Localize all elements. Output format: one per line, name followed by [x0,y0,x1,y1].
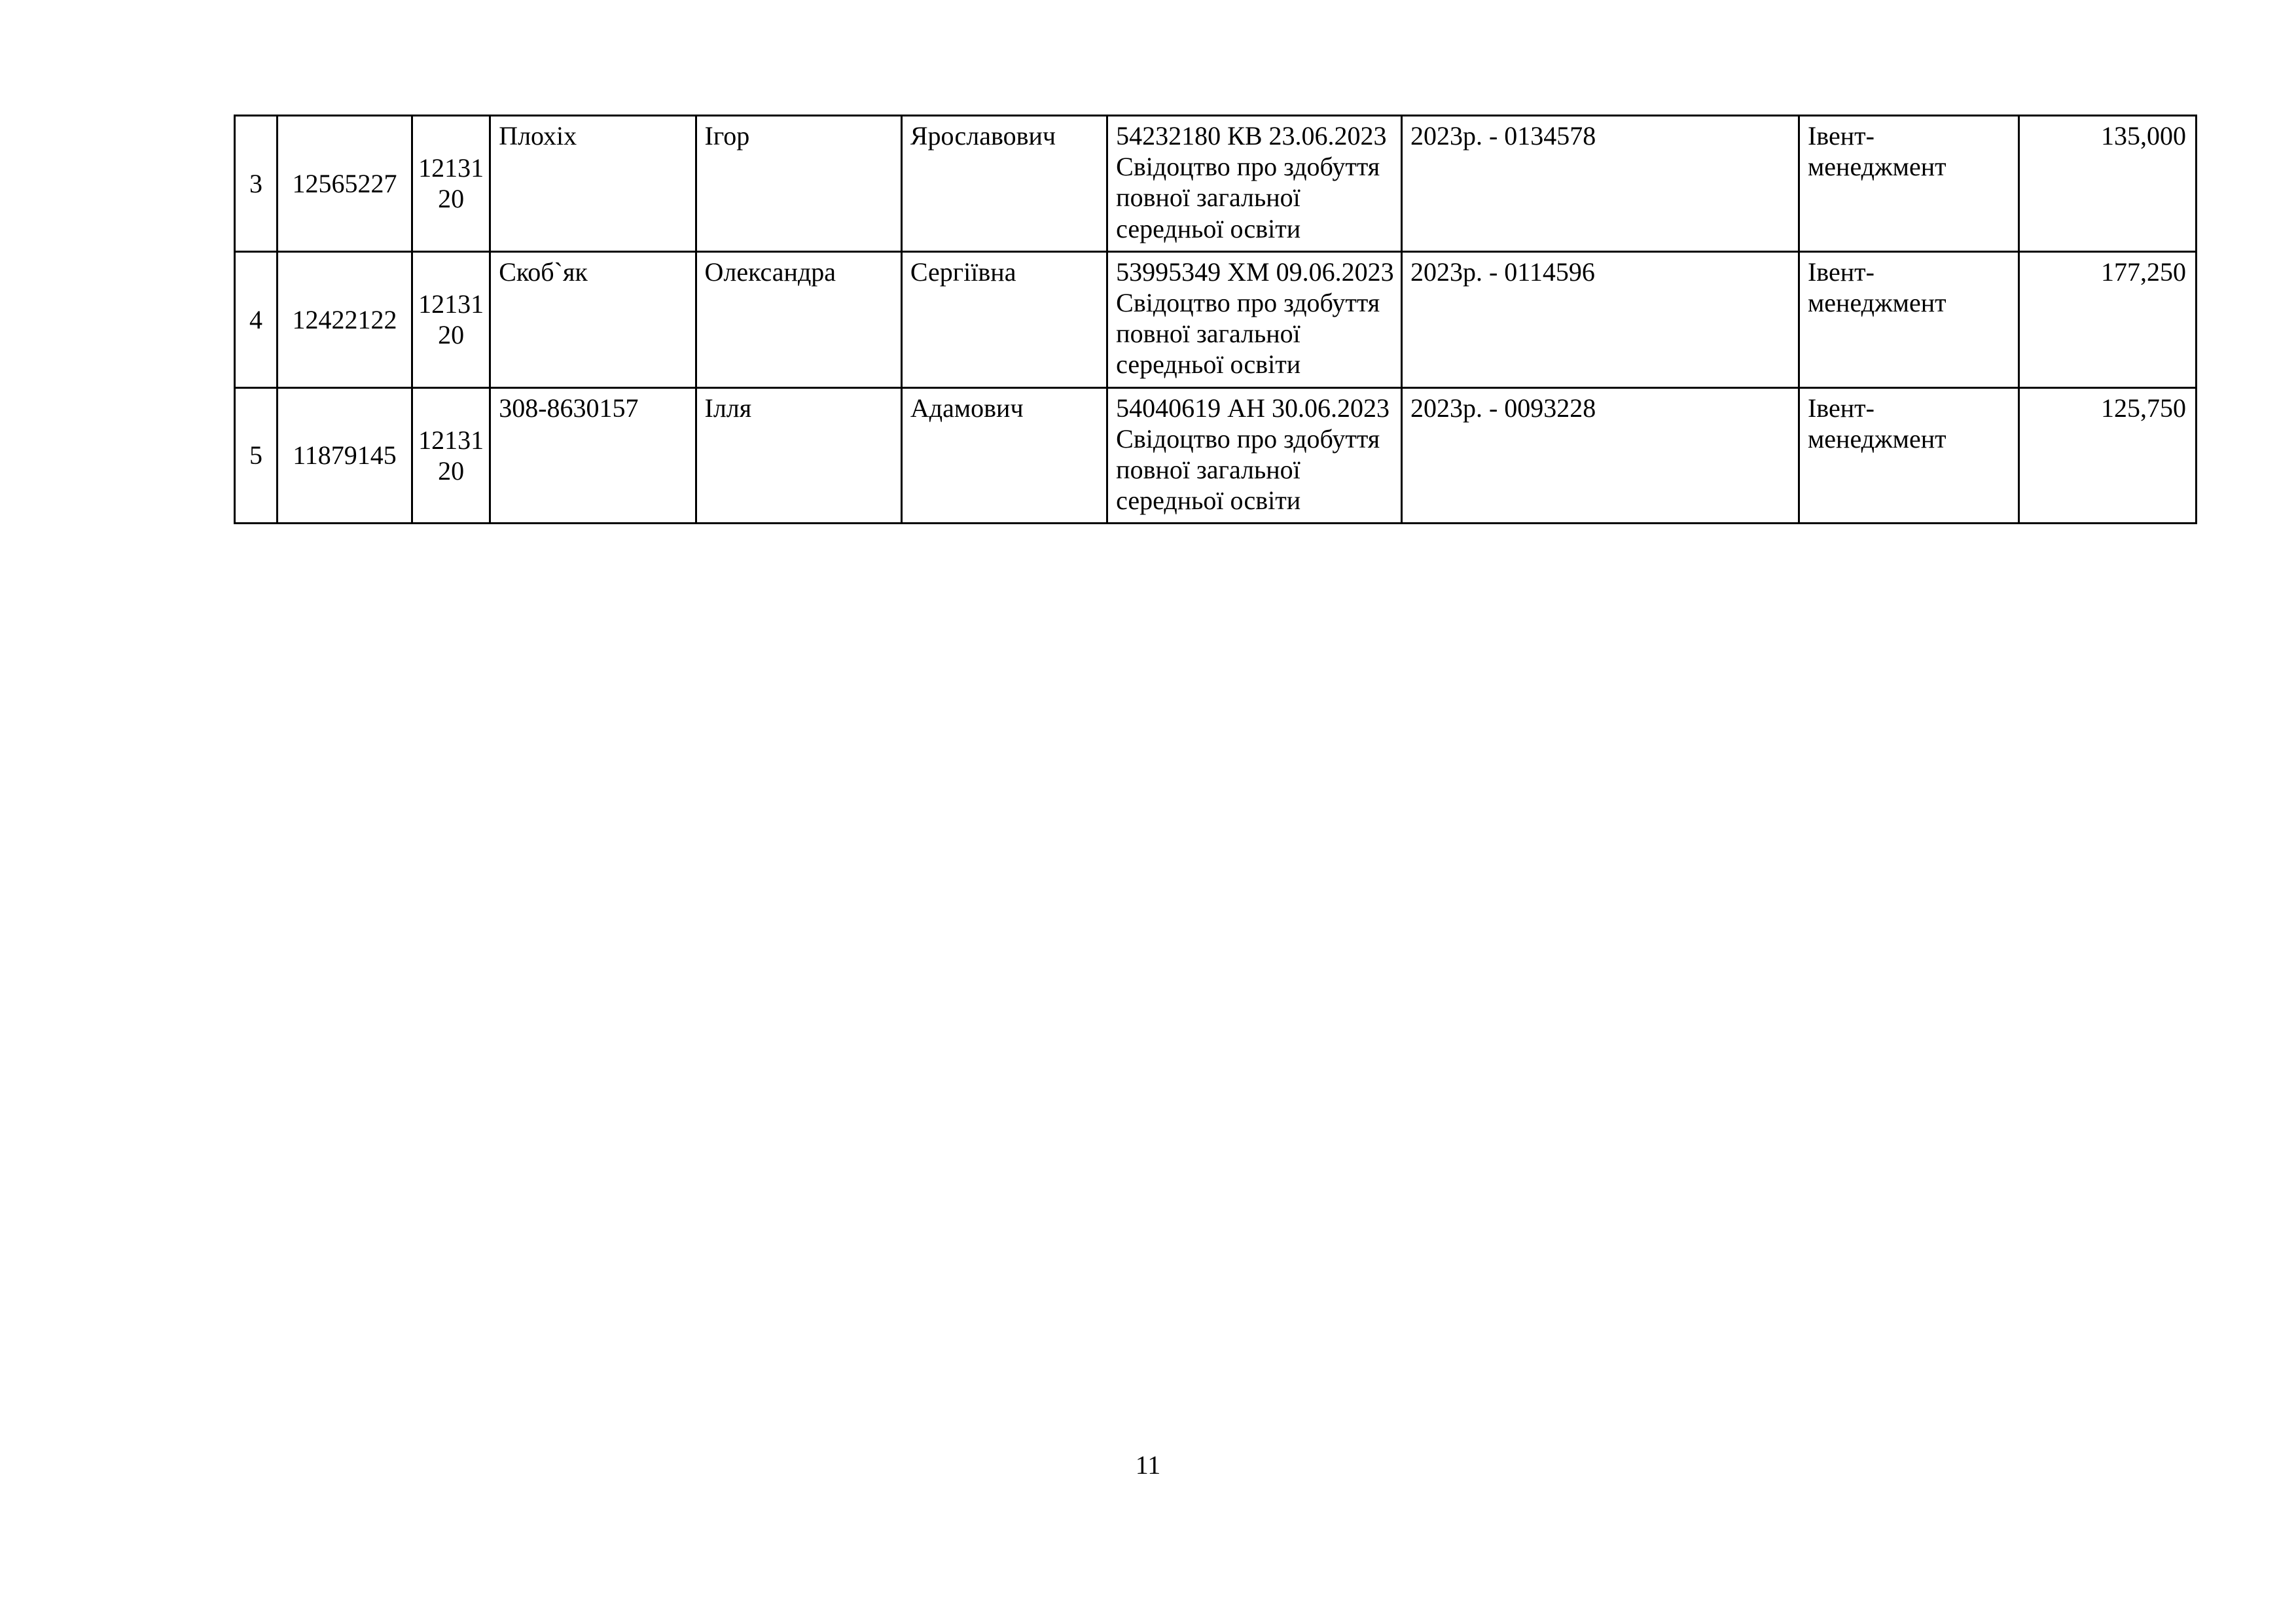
cell-document: 53995349 ХМ 09.06.2023 Свідоцтво про здобуття повної загальної середньої освіти [1107,251,1402,387]
cell-certificate: 2023р. - 0114596 [1401,251,1799,387]
cell-identifier: 12565227 [278,116,412,252]
cell-code: 1213120 [412,387,490,524]
table-row [235,387,2197,524]
cell-surname: Скоб`як [490,251,696,387]
cell-row-number: 4 [235,251,278,387]
student-records-table [234,115,2197,524]
cell-code: 1213120 [412,116,490,252]
cell-amount: 177,250 [2018,251,2196,387]
cell-identifier: 11879145 [278,387,412,524]
page-number: 11 [1135,1450,1161,1480]
cell-identifier: 12422122 [278,251,412,387]
cell-certificate: 2023р. - 0134578 [1401,116,1799,252]
cell-row-number: 5 [235,387,278,524]
table-row [235,251,2197,387]
cell-first-name: Ігор [696,116,901,252]
cell-patronymic: Сергіївна [901,251,1107,387]
cell-first-name: Олександра [696,251,901,387]
cell-certificate: 2023р. - 0093228 [1401,387,1799,524]
cell-document: 54040619 АН 30.06.2023 Свідоцтво про здобуття повної загальної середньої освіти [1107,387,1402,524]
cell-specialty: Івент-менеджмент [1799,116,2018,252]
cell-first-name: Ілля [696,387,901,524]
cell-document: 54232180 КВ 23.06.2023 Свідоцтво про здобуття повної загальної середньої освіти [1107,116,1402,252]
cell-patronymic: Адамович [901,387,1107,524]
cell-specialty: Івент-менеджмент [1799,387,2018,524]
cell-code: 1213120 [412,251,490,387]
cell-surname: 308-8630157 [490,387,696,524]
cell-amount: 135,000 [2018,116,2196,252]
cell-row-number: 3 [235,116,278,252]
cell-patronymic: Ярославович [901,116,1107,252]
table-row [235,116,2197,252]
cell-amount: 125,750 [2018,387,2196,524]
cell-surname: Плохіх [490,116,696,252]
cell-specialty: Івент-менеджмент [1799,251,2018,387]
